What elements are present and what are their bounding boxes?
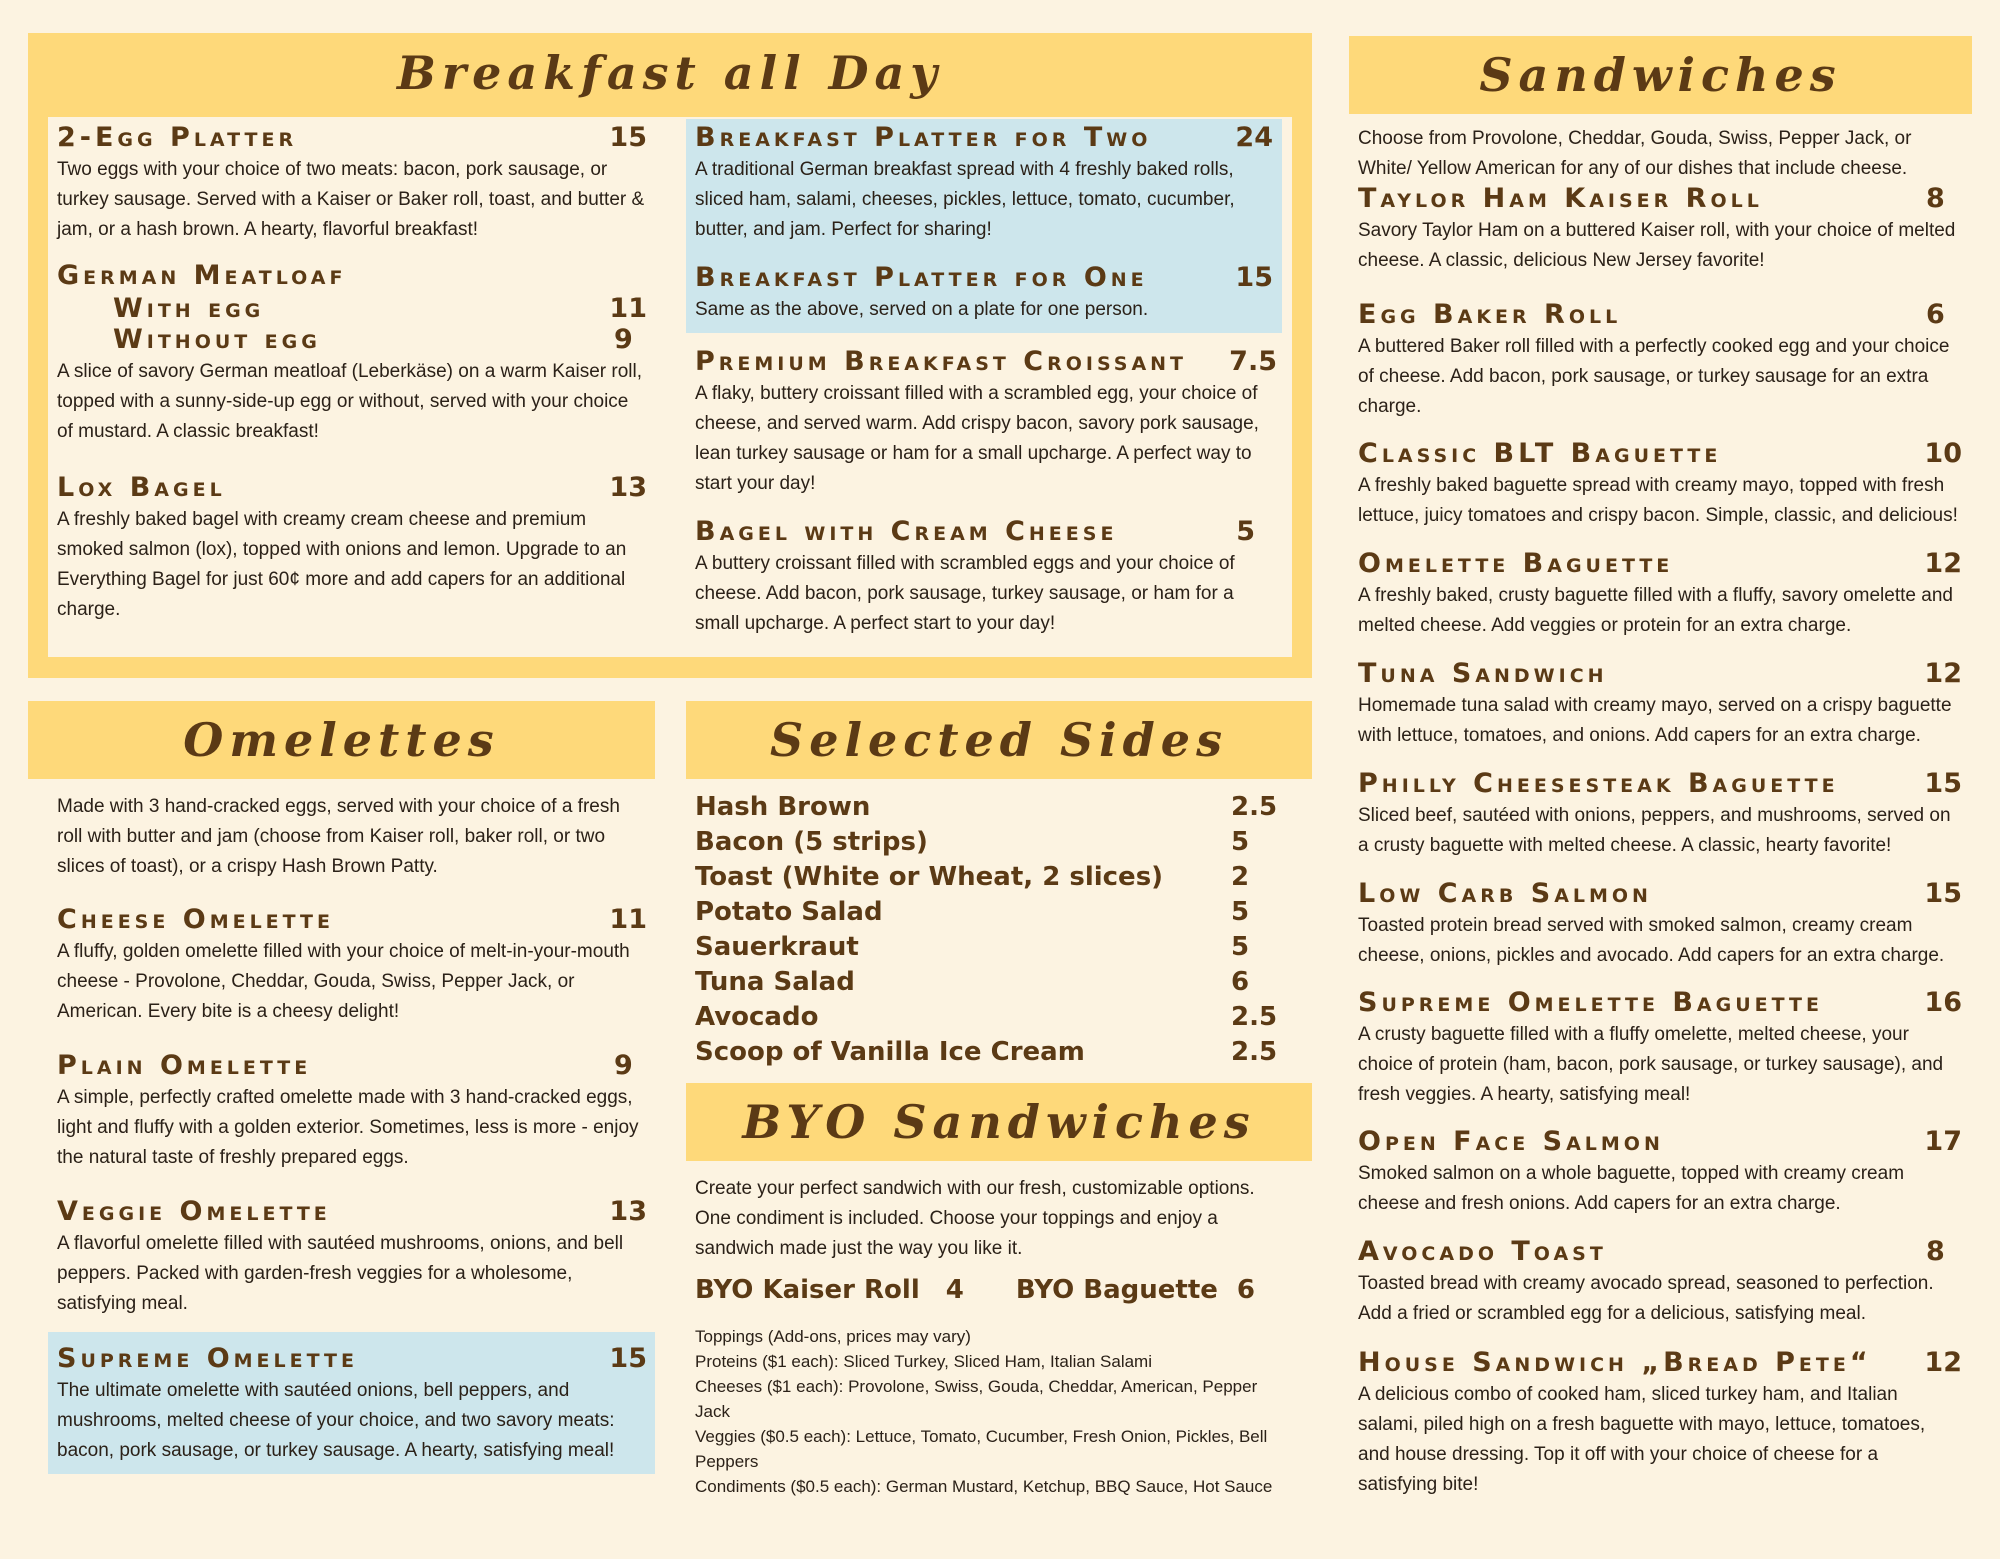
side-price: 5 — [1231, 896, 1250, 927]
side-item — [695, 789, 1277, 824]
side-price: 6 — [1231, 966, 1250, 997]
side-item — [695, 894, 1277, 929]
item-price: 10 — [1924, 438, 1962, 469]
item-price: 13 — [609, 1196, 647, 1227]
menu-item-supreme-omelette — [57, 1343, 647, 1466]
side-name: Sauerkraut — [695, 931, 859, 962]
omelettes-title-bar — [28, 701, 655, 779]
item-description: Savory Taylor Ham on a buttered Kaiser roll, with your choice of melted cheese. A classic, delicious New Jersey favorite! — [1358, 220, 1956, 271]
menu-item-sandwich — [1358, 768, 1962, 878]
item-name: Avocado Toast — [1358, 1236, 1607, 1267]
menu-item-plain-omelette — [57, 1050, 647, 1173]
menu-item-premium-croissant — [695, 346, 1277, 499]
item-price: 15 — [1924, 878, 1962, 909]
byo-toppings — [695, 1324, 1295, 1499]
side-name: Bacon (5 strips) — [695, 826, 928, 857]
menu-item-lox-bagel — [57, 472, 647, 625]
item-name: Breakfast Platter for One — [695, 262, 1148, 293]
menu-item-platter-for-one — [695, 262, 1273, 325]
breakfast-title-bar — [28, 33, 1312, 113]
item-price: 15 — [609, 1343, 647, 1374]
item-name: Omelette Baguette — [1358, 548, 1674, 579]
item-description: Toasted bread with creamy avocado spread, seasoned to perfection. Add a fried or scrambled egg for a delicious, satisfying meal. — [1358, 1273, 1934, 1324]
menu-item-sandwich — [1358, 878, 1962, 987]
item-description: A freshly baked bagel with creamy cream cheese and premium smoked salmon (lox), topped with onions and lemon. Upgrade to an Everything Bagel for just 60¢ more and add capers for an additional charge. — [57, 509, 627, 620]
side-price: 2.5 — [1231, 791, 1278, 822]
item-name: Supreme Omelette Baguette — [1358, 987, 1823, 1018]
byo-title-bar — [686, 1083, 1312, 1161]
item-price: 12 — [1924, 1347, 1962, 1378]
item-description: Homemade tuna salad with creamy mayo, served on a crispy baguette with lettuce, tomatoes, and onions. Add capers for an extra charge. — [1358, 695, 1952, 746]
menu-item-sandwich — [1358, 1347, 1962, 1500]
item-description: A buttery croissant filled with scrambled eggs and your choice of cheese. Add bacon, pork sausage, turkey sausage, or ham for a small upcharge. A perfect start to your day! — [695, 553, 1235, 634]
side-price: 5 — [1231, 826, 1250, 857]
menu-item-cheese-omelette — [57, 904, 647, 1027]
item-price: 15 — [609, 122, 647, 153]
item-description: Toasted protein bread served with smoked salmon, creamy cream cheese, onions, pickles and avocado. Add capers for an extra charge. — [1358, 915, 1945, 966]
side-item — [695, 1034, 1277, 1069]
item-price: 7.5 — [1229, 346, 1277, 377]
item-name: Plain Omelette — [57, 1050, 312, 1081]
omelettes-title: Omelettes — [183, 713, 500, 767]
item-name: Supreme Omelette — [57, 1343, 358, 1374]
toppings-proteins: Proteins ($1 each): Sliced Turkey, Sliced Ham, Italian Salami — [695, 1352, 1152, 1371]
byo-kaiser-price: 4 — [945, 1275, 964, 1305]
byo-kaiser-label: BYO Kaiser Roll — [695, 1275, 920, 1305]
menu-item-bagel-cream-cheese — [695, 516, 1255, 639]
item-price: 8 — [1926, 1236, 1945, 1267]
menu-item-sandwich — [1358, 987, 1962, 1126]
item-description: A simple, perfectly crafted omelette made with 3 hand-cracked eggs, light and fluffy with a golden exterior. Sometimes, less is more - enjoy the natural taste of freshly prepared eggs. — [57, 1087, 639, 1168]
item-name: House Sandwich „Bread Pete“ — [1358, 1347, 1872, 1378]
item-description: A fluffy, golden omelette filled with your choice of melt-in-your-mouth cheese - Provolone, Cheddar, Gouda, Swiss, Pepper Jack, or American. Every bite is a cheesy delight! — [57, 941, 630, 1022]
item-name: Veggie Omelette — [57, 1196, 331, 1227]
item-description: A buttered Baker roll filled with a perfectly cooked egg and your choice of cheese. Add bacon, pork sausage, or turkey sausage for an extra charge. — [1358, 336, 1950, 417]
side-name: Hash Brown — [695, 791, 871, 822]
item-price: 5 — [1236, 516, 1255, 547]
item-name: German Meatloaf — [57, 260, 347, 291]
item-name: Egg Baker Roll — [1358, 299, 1622, 330]
side-name: Tuna Salad — [695, 966, 855, 997]
byo-intro: Create your perfect sandwich with our fresh, customizable options. One condiment is included. Choose your toppings and enjoy a sandwich made just the way you like it. — [695, 1178, 1255, 1259]
toppings-condiments: Condiments ($0.5 each): German Mustard, Ketchup, BBQ Sauce, Hot Sauce — [695, 1477, 1273, 1496]
item-name: Breakfast Platter for Two — [695, 122, 1152, 153]
item-description: Two eggs with your choice of two meats: bacon, pork sausage, or turkey sausage. Served with a Kaiser or Baker roll, toast, and butter & jam, or a hash brown. A hearty, flavorful breakfast! — [57, 159, 645, 240]
item-price: 8 — [1926, 183, 1945, 214]
item-description: A freshly baked, crusty baguette filled with a fluffy, savory omelette and melted cheese. Add veggies or protein for an extra charge. — [1358, 585, 1953, 636]
side-item — [695, 824, 1277, 859]
toppings-title: Toppings (Add-ons, prices may vary) — [695, 1327, 971, 1346]
item-description: A delicious combo of cooked ham, sliced turkey ham, and Italian salami, piled high on a fresh baguette with mayo, lettuce, tomatoes, and house dressing. Top it off with your choice of cheese for a satisfying bite! — [1358, 1384, 1926, 1495]
menu-item-sandwich — [1358, 438, 1962, 548]
item-name: Classic BLT Baguette — [1358, 438, 1722, 469]
item-description: Sliced beef, sautéed with onions, peppers, and mushrooms, served on a crusty baguette with melted cheese. A classic, hearty favorite! — [1358, 805, 1951, 856]
option-without-egg: Without egg — [113, 324, 321, 355]
item-price: 13 — [609, 472, 647, 503]
item-description: A crusty baguette filled with a fluffy omelette, melted cheese, your choice of protein (ham, bacon, pork sausage, or turkey sausage), and fresh veggies. A hearty, satisfying meal! — [1358, 1024, 1944, 1105]
menu-item-sandwich — [1358, 299, 1962, 438]
side-name: Toast (White or Wheat, 2 slices) — [695, 861, 1164, 892]
side-name: Avocado — [695, 1001, 819, 1032]
side-item — [695, 859, 1277, 894]
side-price: 2 — [1231, 861, 1250, 892]
item-name: Lox Bagel — [57, 472, 226, 503]
item-description: A flaky, buttery croissant filled with a scrambled egg, your choice of cheese, and served warm. Add crispy bacon, savory pork sausage, lean turkey sausage or ham for a small upcharge. A perfect way to start your day! — [695, 383, 1259, 494]
item-description: Smoked salmon on a whole baguette, topped with creamy cream cheese and fresh onions. Add capers for an extra charge. — [1358, 1163, 1905, 1214]
sides-title: Selected Sides — [770, 713, 1228, 767]
item-name: Cheese Omelette — [57, 904, 334, 935]
item-price: 15 — [1924, 768, 1962, 799]
item-name: Philly Cheesesteak Baguette — [1358, 768, 1839, 799]
toppings-cheeses: Cheeses ($1 each): Provolone, Swiss, Gouda, Cheddar, American, Pepper Jack — [695, 1377, 1258, 1421]
item-description: A flavorful omelette filled with sautéed mushrooms, onions, and bell peppers. Packed with garden-fresh veggies for a wholesome, satisfying meal. — [57, 1233, 624, 1314]
byo-baguette-label: BYO Baguette — [1015, 1275, 1218, 1305]
sandwiches-intro: Choose from Provolone, Cheddar, Gouda, Swiss, Pepper Jack, or White/ Yellow American for any of our dishes that include cheese. — [1358, 128, 1912, 179]
item-name: Taylor Ham Kaiser Roll — [1358, 183, 1763, 214]
menu-item-sandwich — [1358, 183, 1962, 299]
menu-item-sandwich — [1358, 1236, 1962, 1347]
breakfast-title: Breakfast all Day — [396, 46, 943, 100]
item-price: 24 — [1235, 122, 1273, 153]
sandwich-list — [1358, 183, 1962, 1500]
item-name: Bagel with Cream Cheese — [695, 516, 1118, 547]
menu-item-sandwich — [1358, 1126, 1962, 1236]
item-price: 11 — [609, 904, 647, 935]
side-item — [695, 964, 1277, 999]
sandwiches-title: Sandwiches — [1479, 48, 1842, 102]
item-name: Low Carb Salmon — [1358, 878, 1652, 909]
sides-title-bar — [686, 701, 1312, 779]
menu-item-sandwich — [1358, 548, 1962, 658]
side-price: 2.5 — [1231, 1036, 1278, 1067]
item-price: 6 — [1926, 299, 1945, 330]
option-without-egg-price: 9 — [614, 324, 633, 355]
sides-list — [695, 789, 1277, 1069]
option-with-egg-price: 11 — [609, 293, 647, 324]
byo-baguette-price: 6 — [1236, 1275, 1255, 1305]
item-name: 2-Egg Platter — [57, 122, 298, 153]
side-price: 5 — [1231, 931, 1250, 962]
omelettes-intro: Made with 3 hand-cracked eggs, served with your choice of a fresh roll with butter and jam (choose from Kaiser roll, baker roll, or two slices of toast), or a crispy Hash Brown Patty. — [57, 796, 620, 877]
item-description: A freshly baked baguette spread with creamy mayo, topped with fresh lettuce, juicy tomatoes and crispy bacon. Simple, classic, and delicious! — [1358, 475, 1958, 526]
item-price: 12 — [1924, 548, 1962, 579]
item-price: 16 — [1924, 987, 1962, 1018]
item-description: A slice of savory German meatloaf (Leberkäse) on a warm Kaiser roll, topped with a sunny-side-up egg or without, served with your choice of mustard. A classic breakfast! — [57, 361, 643, 442]
item-price: 17 — [1924, 1126, 1962, 1157]
menu-item-egg-platter — [57, 122, 647, 245]
item-price: 15 — [1235, 262, 1273, 293]
side-name: Potato Salad — [695, 896, 883, 927]
menu-item-german-meatloaf — [57, 260, 647, 447]
side-name: Scoop of Vanilla Ice Cream — [695, 1036, 1085, 1067]
item-price: 9 — [614, 1050, 633, 1081]
item-price: 12 — [1924, 658, 1962, 689]
item-name: Tuna Sandwich — [1358, 658, 1608, 689]
menu-item-sandwich — [1358, 658, 1962, 768]
item-description: A traditional German breakfast spread with 4 freshly baked rolls, sliced ham, salami, cheeses, pickles, lettuce, tomato, cucumber, butter, and jam. Perfect for sharing! — [695, 159, 1235, 240]
side-price: 2.5 — [1231, 1001, 1278, 1032]
option-with-egg: With egg — [113, 293, 265, 324]
toppings-veggies: Veggies ($0.5 each): Lettuce, Tomato, Cucumber, Fresh Onion, Pickles, Bell Peppers — [695, 1427, 1268, 1471]
menu-item-veggie-omelette — [57, 1196, 647, 1319]
sandwiches-title-bar — [1349, 36, 1972, 114]
side-item — [695, 999, 1277, 1034]
byo-options — [695, 1275, 1255, 1305]
side-item — [695, 929, 1277, 964]
menu-item-platter-for-two — [695, 122, 1273, 245]
item-name: Open Face Salmon — [1358, 1126, 1664, 1157]
byo-title: BYO Sandwiches — [742, 1095, 1256, 1149]
item-description: Same as the above, served on a plate for one person. — [695, 299, 1149, 320]
item-name: Premium Breakfast Croissant — [695, 346, 1188, 377]
item-description: The ultimate omelette with sautéed onions, bell peppers, and mushrooms, melted cheese of your choice, and two savory meats: bacon, pork sausage, or turkey sausage. A hearty, satisfying meal! — [57, 1380, 615, 1461]
